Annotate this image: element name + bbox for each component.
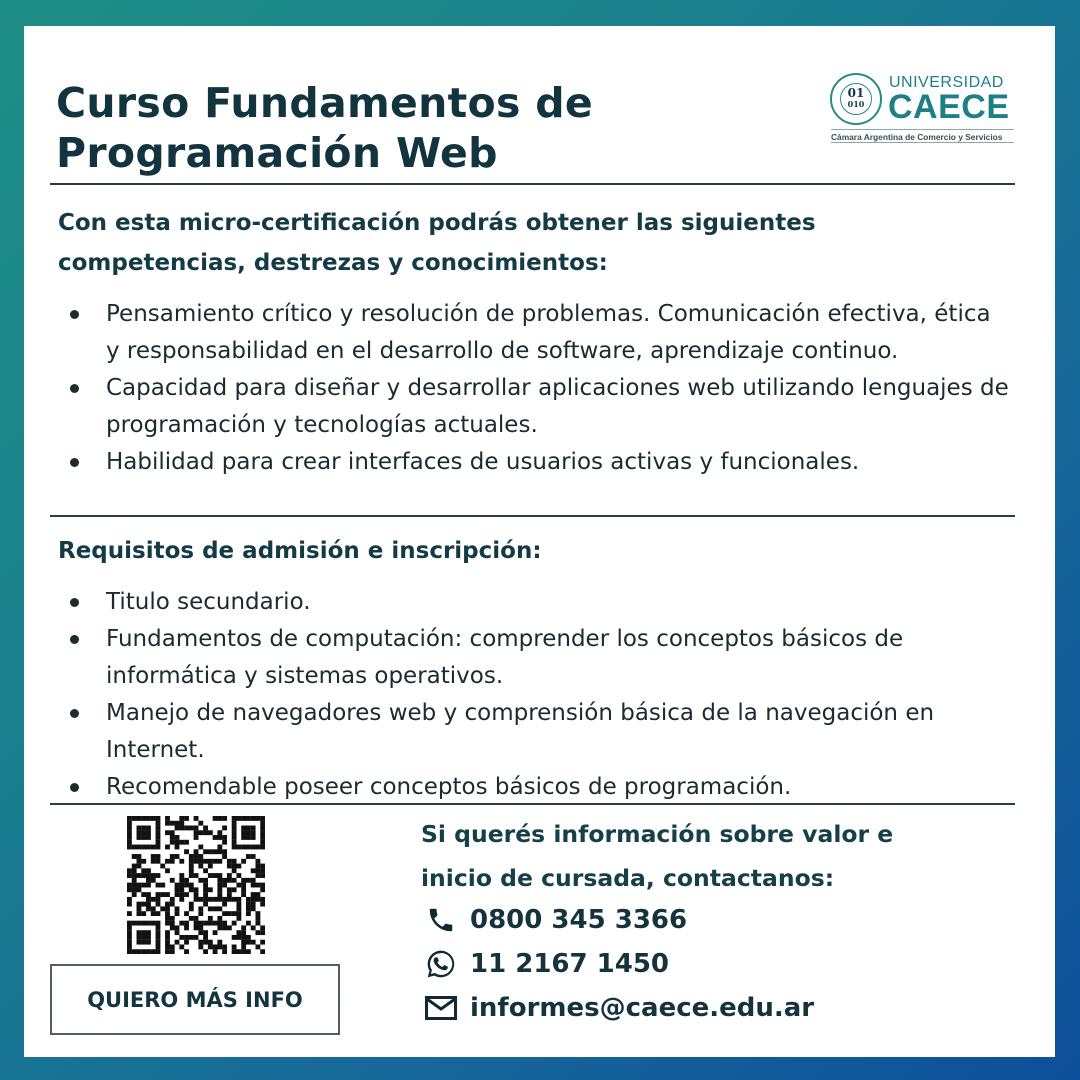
whatsapp-number[interactable]: 11 2167 1450 bbox=[470, 949, 670, 979]
university-logo bbox=[830, 70, 1015, 145]
page-title bbox=[56, 78, 796, 178]
competencias-list bbox=[60, 296, 1010, 481]
university-seal-icon: 01 010 bbox=[830, 73, 882, 125]
requisitos-list bbox=[60, 584, 1010, 806]
list-item: Pensamiento crítico y resolución de problemas. Comunicación efectiva, ética y responsabilidad en el desarrollo de software, aprendizaje continuo. bbox=[60, 296, 1010, 370]
title-line-1: Curso Fundamentos de bbox=[56, 79, 594, 127]
phone-row[interactable] bbox=[424, 900, 984, 940]
more-info-button[interactable]: QUIERO MÁS INFO bbox=[50, 964, 340, 1035]
list-item: Titulo secundario. bbox=[60, 584, 1010, 621]
requisitos-heading: Requisitos de admisión e inscripción: bbox=[58, 538, 542, 564]
list-item: Fundamentos de computación: comprender los conceptos básicos de informática y sistemas operativos. bbox=[60, 621, 1010, 695]
phone-number[interactable]: 0800 345 3366 bbox=[470, 905, 688, 935]
flyer-card bbox=[24, 26, 1055, 1057]
logo-university-text: UNIVERSIDAD bbox=[889, 74, 1004, 91]
list-item: Capacidad para diseñar y desarrollar aplicaciones web utilizando lenguajes de programación y tecnologías actuales. bbox=[60, 370, 1010, 444]
list-item: Habilidad para crear interfaces de usuarios activas y funcionales. bbox=[60, 444, 1010, 481]
qr-code-icon[interactable] bbox=[127, 816, 265, 954]
mail-icon bbox=[424, 991, 458, 1025]
divider bbox=[50, 803, 1015, 805]
divider bbox=[50, 515, 1015, 517]
divider bbox=[50, 183, 1015, 185]
logo-caece-text: CAECE bbox=[888, 88, 1010, 126]
whatsapp-icon bbox=[424, 947, 458, 981]
contact-heading: Si querés información sobre valor e inicio de cursada, contactanos: bbox=[421, 820, 894, 892]
competencias-heading: Con esta micro-certificación podrás obtener las siguientes competencias, destrezas y conocimientos: bbox=[58, 210, 816, 276]
list-item: Recomendable poseer conceptos básicos de programación. bbox=[60, 769, 1010, 806]
whatsapp-row[interactable] bbox=[424, 944, 984, 984]
email-address[interactable]: informes@caece.edu.ar bbox=[470, 993, 815, 1023]
list-item: Manejo de navegadores web y comprensión básica de la navegación en Internet. bbox=[60, 695, 1010, 769]
title-line-2: Programación Web bbox=[56, 129, 498, 177]
email-row[interactable] bbox=[424, 988, 984, 1028]
logo-subtitle: Cámara Argentina de Comercio y Servicios bbox=[831, 129, 1014, 143]
phone-icon bbox=[424, 903, 458, 937]
